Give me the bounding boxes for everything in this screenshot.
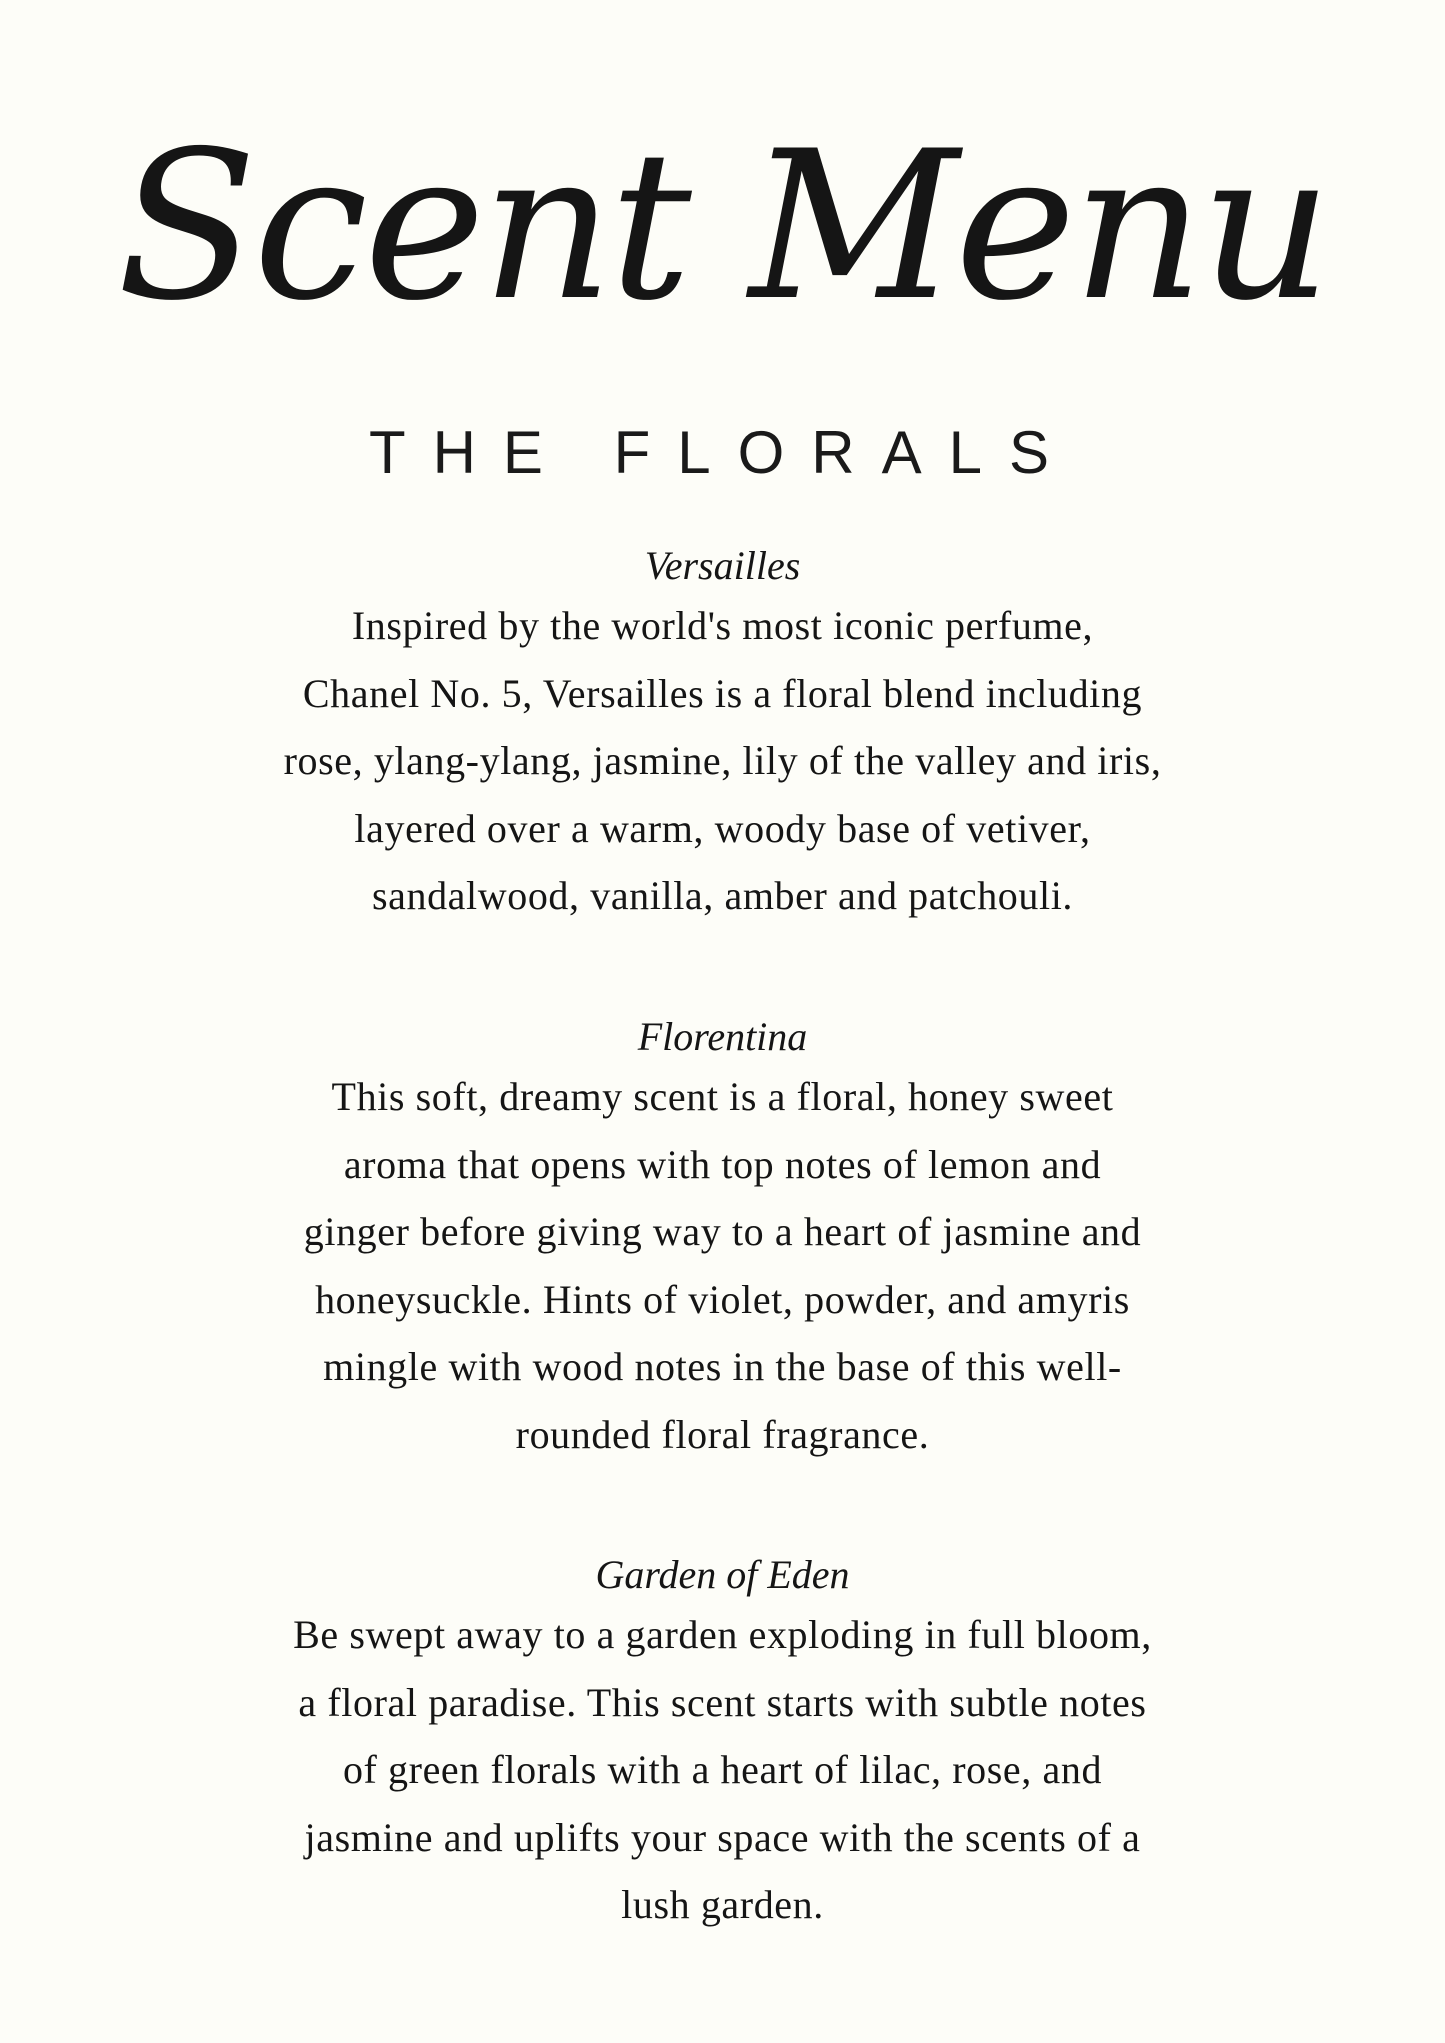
scent-section-garden-of-eden	[170, 1549, 1275, 1939]
description-line: jasmine and uplifts your space with the scents of a	[304, 1814, 1141, 1860]
description-line: Chanel No. 5, Versailles is a floral blend including	[302, 670, 1143, 716]
description-line: Inspired by the world's most iconic perfume,	[351, 603, 1094, 648]
description-line: sandalwood, vanilla, amber and patchouli.	[371, 873, 1074, 918]
description-line: rounded floral fragrance.	[515, 1411, 930, 1457]
scent-description	[170, 1601, 1275, 1939]
scent-section-versailles	[170, 540, 1275, 930]
scent-name: Garden of Eden	[595, 1552, 850, 1597]
page-title-text: Scent Menu	[116, 108, 1329, 346]
description-line: layered over a warm, woody base of vetiver,	[354, 805, 1091, 851]
description-line: This soft, dreamy scent is a floral, honey sweet	[331, 1074, 1114, 1119]
scent-name: Versailles	[644, 543, 801, 588]
description-line: aroma that opens with top notes of lemon and	[343, 1141, 1102, 1187]
description-line: honeysuckle. Hints of violet, powder, and amyris	[315, 1276, 1130, 1322]
page-subtitle: THE FLORALS	[368, 419, 1077, 486]
scent-description	[170, 1063, 1275, 1468]
scent-section-florentina	[170, 1011, 1275, 1468]
description-line: a floral paradise. This scent starts with subtle notes	[298, 1679, 1147, 1725]
description-line: mingle with wood notes in the base of this well-	[323, 1344, 1122, 1389]
description-line: of green florals with a heart of lilac, rose, and	[342, 1747, 1103, 1792]
description-line: rose, ylang-ylang, jasmine, lily of the valley and iris,	[283, 738, 1162, 783]
scent-name: Florentina	[637, 1014, 808, 1059]
scent-description	[170, 592, 1275, 930]
page-title	[0, 62, 1445, 392]
description-line: Be swept away to a garden exploding in full bloom,	[293, 1612, 1152, 1657]
description-line: lush garden.	[621, 1882, 824, 1927]
description-line: ginger before giving way to a heart of jasmine and	[303, 1209, 1142, 1254]
